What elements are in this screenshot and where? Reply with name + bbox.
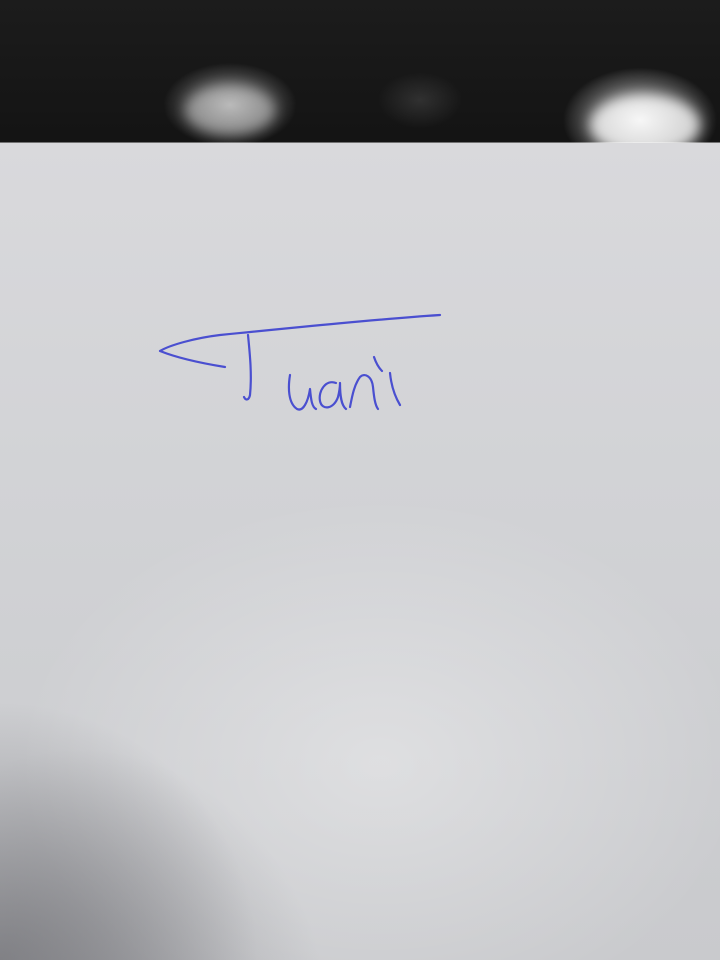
desk-light-reflection: [185, 85, 275, 135]
signature-stroke-a: [320, 382, 346, 409]
signature-stroke-accent: [374, 357, 382, 371]
signature-stroke-t-bar: [160, 315, 440, 367]
signature-stroke-t-stem: [244, 335, 251, 399]
paper-shadow: [0, 700, 260, 960]
signature-stroke-n: [350, 375, 378, 409]
signature-stroke-i: [390, 373, 400, 405]
signature-stroke-u: [289, 375, 316, 410]
handwritten-signature: [150, 305, 450, 425]
